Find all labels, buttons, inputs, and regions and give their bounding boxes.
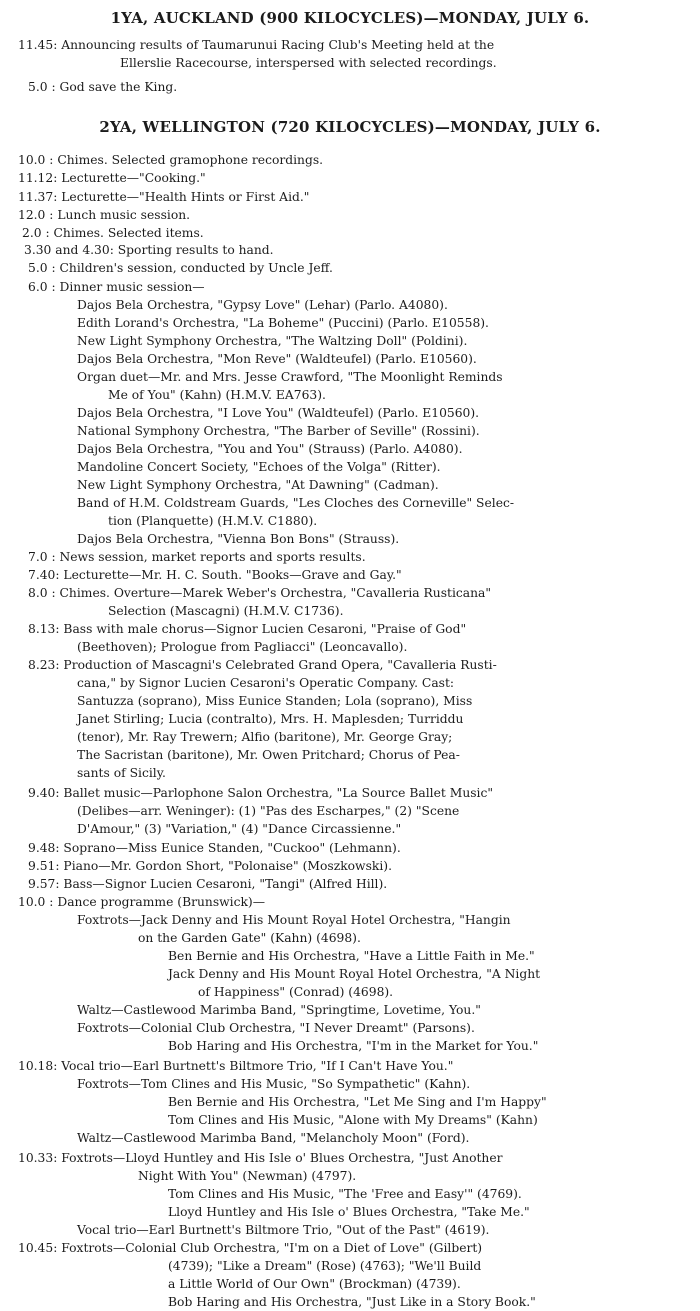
program-line: Ellerslie Racecourse, interspersed with selected recordings. — [120, 56, 497, 70]
program-line: 6.0 : Dinner music session— — [28, 280, 205, 294]
program-line: Me of You" (Kahn) (H.M.V. EA763). — [108, 388, 326, 402]
program-line: Foxtrots—Colonial Club Orchestra, "I Never Dreamt" (Parsons). — [77, 1021, 475, 1035]
program-line: 9.40: Ballet music—Parlophone Salon Orchestra, "La Source Ballet Music" — [28, 786, 494, 800]
program-line: (Delibes—arr. Weninger): (1) "Pas des Escharpes," (2) "Scene — [77, 804, 460, 818]
program-line: of Happiness" (Conrad) (4698). — [198, 985, 394, 999]
program-line: Janet Stirling; Lucia (contralto), Mrs. H. Maplesden; Turriddu — [77, 712, 464, 726]
program-line: Lloyd Huntley and His Isle o' Blues Orchestra, "Take Me." — [168, 1205, 530, 1219]
program-line: tion (Planquette) (H.M.V. C1880). — [108, 514, 318, 528]
program-line: Dajos Bela Orchestra, "You and You" (Strauss) (Parlo. A4080). — [77, 442, 463, 456]
section-heading-2ya-wellington: 2YA, WELLINGTON (720 KILOCYCLES)—MONDAY, JULY 6. — [99, 118, 601, 136]
program-line: 5.0 : Children's session, conducted by Uncle Jeff. — [28, 261, 333, 275]
program-line: Organ duet—Mr. and Mrs. Jesse Crawford, "The Moonlight Reminds — [77, 370, 503, 384]
program-line: Night With You" (Newman) (4797). — [138, 1169, 357, 1183]
program-line: Edith Lorand's Orchestra, "La Boheme" (Puccini) (Parlo. E10558). — [77, 316, 489, 330]
program-line: Band of H.M. Coldstream Guards, "Les Cloches des Corneville" Selec- — [77, 496, 515, 510]
program-line: Mandoline Concert Society, "Echoes of the Volga" (Ritter). — [77, 460, 441, 474]
program-line: Santuzza (soprano), Miss Eunice Standen; Lola (soprano), Miss — [77, 694, 473, 708]
program-line: 10.45: Foxtrots—Colonial Club Orchestra, "I'm on a Diet of Love" (Gilbert) — [18, 1241, 483, 1255]
program-line: Foxtrots—Jack Denny and His Mount Royal Hotel Orchestra, "Hangin — [77, 913, 511, 927]
program-line: Dajos Bela Orchestra, "Vienna Bon Bons" (Strauss). — [77, 532, 400, 546]
program-line: 12.0 : Lunch music session. — [18, 208, 191, 222]
program-line: 2.0 : Chimes. Selected items. — [22, 226, 204, 240]
program-line: 3.30 and 4.30: Sporting results to hand. — [24, 243, 274, 257]
program-line: a Little World of Our Own" (Brockman) (4739). — [168, 1277, 461, 1291]
program-line: New Light Symphony Orchestra, "At Dawning" (Cadman). — [77, 478, 439, 492]
program-line: on the Garden Gate" (Kahn) (4698). — [138, 931, 361, 945]
program-line: 10.33: Foxtrots—Lloyd Huntley and His Isle o' Blues Orchestra, "Just Another — [18, 1151, 503, 1165]
program-line: Bob Haring and His Orchestra, "Just Like in a Story Book." — [168, 1295, 536, 1309]
program-line: 7.0 : News session, market reports and sports results. — [28, 550, 366, 564]
program-line: Foxtrots—Tom Clines and His Music, "So Sympathetic" (Kahn). — [77, 1077, 471, 1091]
program-line: Ben Bernie and His Orchestra, "Have a Little Faith in Me." — [168, 949, 535, 963]
program-line: (Beethoven); Prologue from Pagliacci" (Leoncavallo). — [77, 640, 408, 654]
program-line: New Light Symphony Orchestra, "The Waltzing Doll" (Poldini). — [77, 334, 468, 348]
program-line: 10.0 : Dance programme (Brunswick)— — [18, 895, 266, 909]
program-line: 9.57: Bass—Signor Lucien Cesaroni, "Tangi" (Alfred Hill). — [28, 877, 388, 891]
program-line: Waltz—Castlewood Marimba Band, "Melancholy Moon" (Ford). — [77, 1131, 470, 1145]
program-line: Dajos Bela Orchestra, "I Love You" (Waldteufel) (Parlo. E10560). — [77, 406, 480, 420]
program-line: (4739); "Like a Dream" (Rose) (4763); "We'll Build — [168, 1259, 482, 1273]
program-line: 9.51: Piano—Mr. Gordon Short, "Polonaise" (Moszkowski). — [28, 859, 392, 873]
program-line: Bob Haring and His Orchestra, "I'm in the Market for You." — [168, 1039, 539, 1053]
program-line: (tenor), Mr. Ray Trewern; Alfio (baritone), Mr. George Gray; — [77, 730, 453, 744]
program-line: Selection (Mascagni) (H.M.V. C1736). — [108, 604, 344, 618]
program-line: 10.18: Vocal trio—Earl Burtnett's Biltmore Trio, "If I Can't Have You." — [18, 1059, 454, 1073]
program-line: 8.23: Production of Mascagni's Celebrated Grand Opera, "Cavalleria Rusti- — [28, 658, 497, 672]
program-line: D'Amour," (3) "Variation," (4) "Dance Circassienne." — [77, 822, 402, 836]
program-line: Tom Clines and His Music, "The 'Free and Easy'" (4769). — [168, 1187, 522, 1201]
program-line: 11.45: Announcing results of Taumarunui Racing Club's Meeting held at the — [18, 38, 495, 52]
program-line: 8.13: Bass with male chorus—Signor Lucien Cesaroni, "Praise of God" — [28, 622, 467, 636]
program-line: 7.40: Lecturette—Mr. H. C. South. "Books—Grave and Gay." — [28, 568, 402, 582]
program-line: The Sacristan (baritone), Mr. Owen Pritchard; Chorus of Pea- — [77, 748, 460, 762]
program-line: Vocal trio—Earl Burtnett's Biltmore Trio, "Out of the Past" (4619). — [77, 1223, 490, 1237]
program-line: Dajos Bela Orchestra, "Mon Reve" (Waldteufel) (Parlo. E10560). — [77, 352, 477, 366]
program-line: Jack Denny and His Mount Royal Hotel Orchestra, "A Night — [168, 967, 541, 981]
program-line: 9.48: Soprano—Miss Eunice Standen, "Cuckoo" (Lehmann). — [28, 841, 401, 855]
program-line: 11.12: Lecturette—"Cooking." — [18, 171, 206, 185]
program-line: National Symphony Orchestra, "The Barber of Seville" (Rossini). — [77, 424, 480, 438]
program-line: 5.0 : God save the King. — [28, 80, 178, 94]
program-line: Dajos Bela Orchestra, "Gypsy Love" (Lehar) (Parlo. A4080). — [77, 298, 448, 312]
program-line: cana," by Signor Lucien Cesaroni's Operatic Company. Cast: — [77, 676, 455, 690]
program-line: 10.0 : Chimes. Selected gramophone recordings. — [18, 153, 324, 167]
program-line: sants of Sicily. — [77, 766, 166, 780]
program-line: Waltz—Castlewood Marimba Band, "Springtime, Lovetime, You." — [77, 1003, 481, 1017]
section-heading-1ya-auckland: 1YA, AUCKLAND (900 KILOCYCLES)—MONDAY, JULY 6. — [110, 9, 590, 27]
program-line: 8.0 : Chimes. Overture—Marek Weber's Orchestra, "Cavalleria Rusticana" — [28, 586, 492, 600]
program-line: Ben Bernie and His Orchestra, "Let Me Sing and I'm Happy" — [168, 1095, 547, 1109]
program-line: Tom Clines and His Music, "Alone with My Dreams" (Kahn) — [168, 1113, 538, 1127]
program-line: 11.37: Lecturette—"Health Hints or First Aid." — [18, 190, 310, 204]
